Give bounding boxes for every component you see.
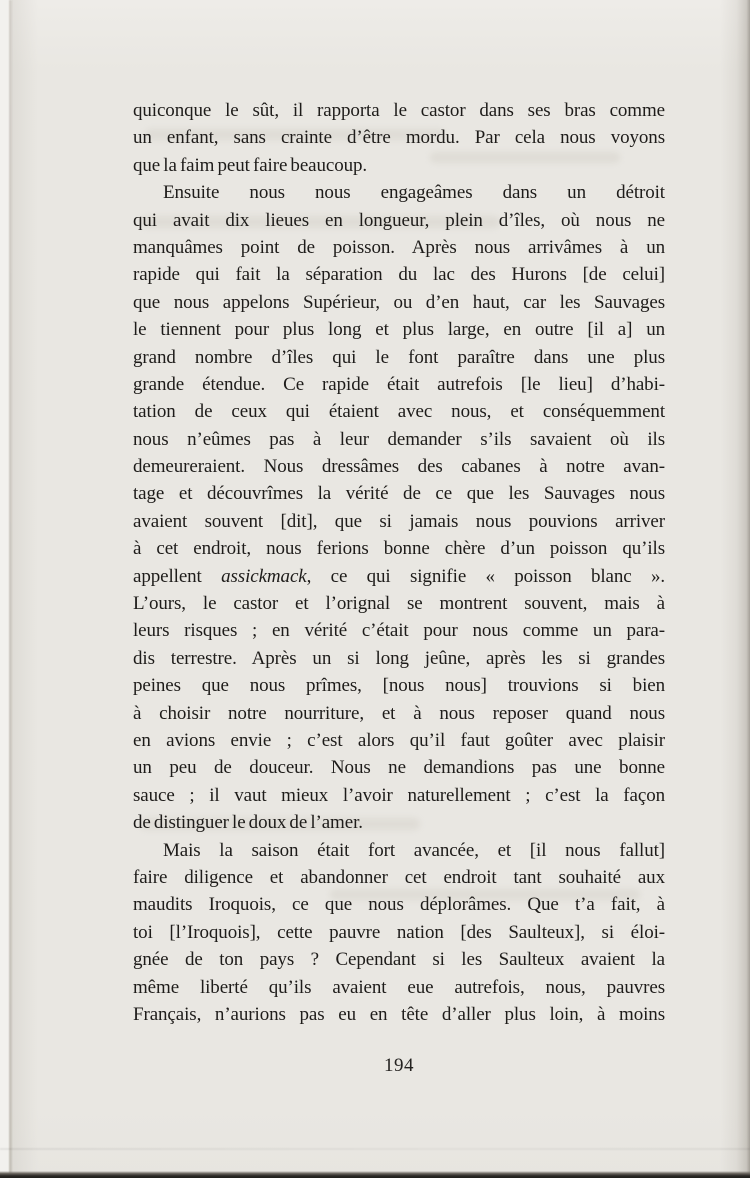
- text-line: [133, 727, 665, 754]
- text-segment: de distinguer le doux de l’amer.: [133, 812, 363, 834]
- text-line: [133, 974, 665, 1001]
- text-segment: sauce ; il vaut mieux l’avoir naturellement ; c’est la façon: [133, 784, 665, 806]
- text-line: [133, 837, 665, 864]
- text-line: [133, 590, 665, 617]
- text-line: [133, 261, 665, 288]
- text-segment: maudits Iroquois, ce que nous déplorâmes. Que t’a fait, à: [133, 894, 665, 916]
- text-segment: appellent: [133, 565, 222, 587]
- text-line: [133, 179, 665, 206]
- text-segment: un peu de douceur. Nous ne demandions pas une bonne: [133, 757, 665, 779]
- text-line: [133, 152, 665, 179]
- text-block: [133, 97, 665, 1028]
- text-segment: le tiennent pour plus long et plus large, en outre [il a] un: [133, 319, 665, 341]
- text-segment: Mais la saison était fort avancée, et [il nous fallut]: [163, 839, 665, 861]
- text-line: [133, 754, 665, 781]
- text-line: [133, 891, 665, 918]
- text-segment: à choisir notre nourriture, et à nous reposer quand nous: [133, 702, 665, 724]
- text-line: [133, 617, 665, 644]
- text-line: [133, 289, 665, 316]
- text-line: [133, 919, 665, 946]
- text-line: [133, 535, 665, 562]
- text-segment: demeureraient. Nous dressâmes des cabanes à notre avan-: [133, 456, 665, 478]
- text-segment: en avions envie ; c’est alors qu’il faut goûter avec plaisir: [133, 729, 665, 751]
- text-segment: que la faim peut faire beaucoup.: [133, 154, 368, 176]
- text-segment: dis terrestre. Après un si long jeûne, après les si grandes: [133, 647, 665, 669]
- text-line: [133, 371, 665, 398]
- text-segment: tage et découvrîmes la vérité de ce que les Sauvages nous: [133, 483, 665, 505]
- text-line: [133, 97, 665, 124]
- italic-word: assickmack: [221, 565, 307, 587]
- right-page-edge-shadow: [720, 0, 750, 1178]
- text-segment: peines que nous prîmes, [nous nous] trouvions si bien: [133, 675, 665, 697]
- text-line: [133, 782, 665, 809]
- page-number: 194: [384, 1055, 414, 1076]
- text-line: [133, 124, 665, 151]
- text-line: [133, 1001, 665, 1028]
- text-line: [133, 426, 665, 453]
- text-line: [133, 508, 665, 535]
- text-segment: à cet endroit, nous ferions bonne chère d’un poisson qu’ils: [133, 538, 665, 560]
- text-segment: un enfant, sans crainte d’être mordu. Par cela nous voyons: [133, 127, 665, 149]
- text-segment: L’ours, le castor et l’orignal se montrent souvent, mais à: [133, 593, 665, 615]
- text-line: [133, 207, 665, 234]
- left-page-edge-shadow: [12, 0, 38, 1178]
- text-line: [133, 234, 665, 261]
- text-line: [133, 344, 665, 371]
- text-segment: rapide qui fait la séparation du lac des Hurons [de celui]: [133, 264, 665, 286]
- text-line: [133, 809, 665, 836]
- text-segment: Ensuite nous nous engageâmes dans un détroit: [163, 182, 665, 204]
- text-line: [133, 316, 665, 343]
- text-segment: que nous appelons Supérieur, ou d’en haut, car les Sauvages: [133, 291, 665, 313]
- text-segment: tation de ceux qui étaient avec nous, et conséquemment: [133, 401, 665, 423]
- text-line: [133, 864, 665, 891]
- text-segment: qui avait dix lieues en longueur, plein d’îles, où nous ne: [133, 209, 665, 231]
- text-line: [133, 398, 665, 425]
- text-segment: faire diligence et abandonner cet endroit tant souhaité aux: [133, 866, 665, 888]
- text-line: [133, 645, 665, 672]
- text-segment: Français, n’aurions pas eu en tête d’aller plus loin, à moins: [133, 1003, 665, 1025]
- text-line: [133, 672, 665, 699]
- text-segment: même liberté qu’ils avaient eue autrefois, nous, pauvres: [133, 976, 665, 998]
- text-segment: grand nombre d’îles qui le font paraître dans une plus: [133, 346, 665, 368]
- text-segment: gnée de ton pays ? Cependant si les Saulteux avaient la: [133, 949, 665, 971]
- text-segment: nous n’eûmes pas à leur demander s’ils savaient où ils: [133, 428, 665, 450]
- text-line: [133, 946, 665, 973]
- text-line: [133, 480, 665, 507]
- text-segment: , ce qui signifie « poisson blanc ».: [306, 565, 666, 587]
- text-line: [133, 700, 665, 727]
- text-segment: leurs risques ; en vérité c’était pour nous comme un para-: [133, 620, 665, 642]
- bottom-crease-line: [0, 1148, 750, 1150]
- text-segment: avaient souvent [dit], que si jamais nous pouvions arriver: [133, 510, 665, 532]
- bottom-scan-edge-band: [0, 1171, 750, 1178]
- text-line: [133, 453, 665, 480]
- text-segment: manquâmes point de poisson. Après nous arrivâmes à un: [133, 236, 665, 258]
- text-segment: toi [l’Iroquois], cette pauvre nation [des Saulteux], si éloi-: [133, 921, 665, 943]
- text-line: [133, 563, 665, 590]
- text-segment: quiconque le sût, il rapporta le castor dans ses bras comme: [133, 100, 665, 121]
- text-segment: grande étendue. Ce rapide était autrefois [le lieu] d’habi-: [133, 373, 665, 395]
